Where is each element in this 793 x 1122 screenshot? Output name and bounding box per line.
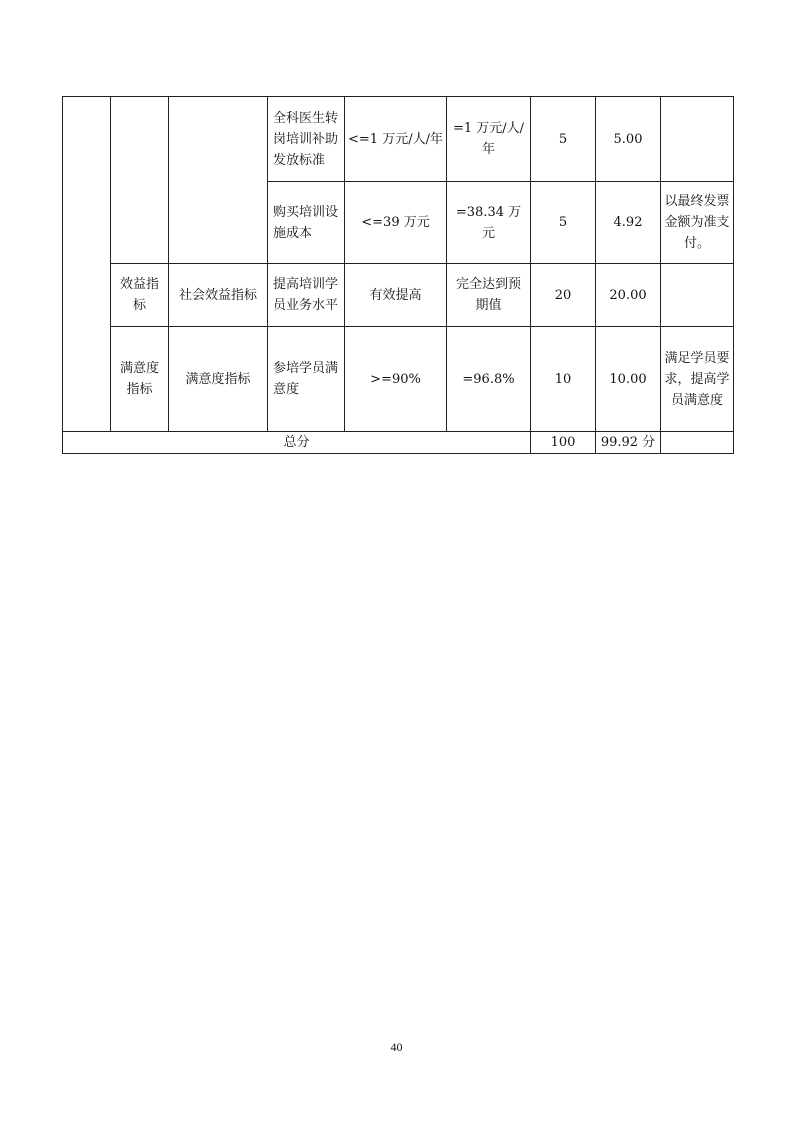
blank-indicator2-cell: [169, 97, 268, 264]
indicator3-cell: 提高培训学员业务水平: [268, 264, 345, 327]
page-number: 40: [390, 1040, 403, 1054]
weight-cell: 20: [531, 264, 596, 327]
indicator3-cell: 参培学员满意度: [268, 327, 345, 432]
table-row: [63, 97, 734, 182]
indicator2-cell: 社会效益指标: [169, 264, 268, 327]
score-cell: 4.92: [596, 182, 661, 264]
indicator3-cell: 购买培训设施成本: [268, 182, 345, 264]
total-label-cell: 总分: [63, 432, 531, 454]
actual-value-cell: =96.8%: [447, 327, 531, 432]
total-weight-cell: 100: [531, 432, 596, 454]
table-row: [63, 264, 734, 327]
actual-value-cell: =1 万元/人/年: [447, 97, 531, 182]
annual-target-cell: >=90%: [345, 327, 447, 432]
performance-indicator-table: [62, 96, 734, 454]
indicator3-cell: 全科医生转岗培训补助发放标准: [268, 97, 345, 182]
weight-cell: 10: [531, 327, 596, 432]
indicator2-cell: 满意度指标: [169, 327, 268, 432]
total-remark-cell: [661, 432, 734, 454]
remark-cell: [661, 264, 734, 327]
score-cell: 10.00: [596, 327, 661, 432]
indicator1-cell: 满意度指标: [111, 327, 169, 432]
total-score-cell: 99.92 分: [596, 432, 661, 454]
remark-cell: [661, 97, 734, 182]
actual-value-cell: =38.34 万元: [447, 182, 531, 264]
actual-value-cell: 完全达到预期值: [447, 264, 531, 327]
weight-cell: 5: [531, 182, 596, 264]
table-row: [63, 327, 734, 432]
blank-category-cell: [63, 97, 111, 432]
annual-target-cell: <=1 万元/人/年: [345, 97, 447, 182]
total-row: [63, 432, 734, 454]
score-cell: 5.00: [596, 97, 661, 182]
annual-target-cell: <=39 万元: [345, 182, 447, 264]
annual-target-cell: 有效提高: [345, 264, 447, 327]
remark-cell: 以最终发票金额为准支付。: [661, 182, 734, 264]
remark-cell: 满足学员要求，提高学员满意度: [661, 327, 734, 432]
weight-cell: 5: [531, 97, 596, 182]
score-cell: 20.00: [596, 264, 661, 327]
blank-indicator1-cell: [111, 97, 169, 264]
indicator1-cell: 效益指标: [111, 264, 169, 327]
